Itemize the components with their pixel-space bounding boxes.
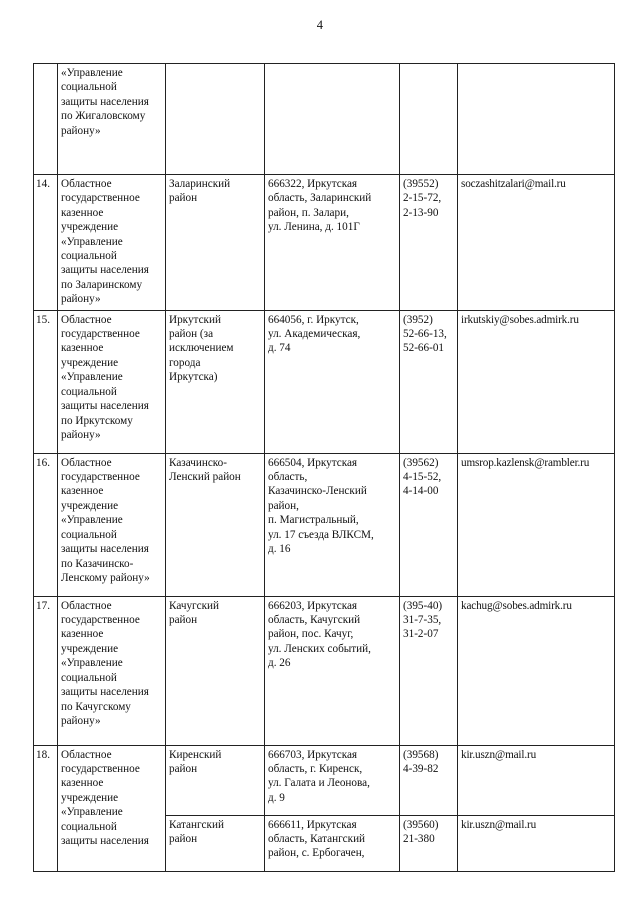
district (166, 745, 265, 815)
institution-name-line: району» (61, 124, 101, 137)
row-number-text: 16. (36, 456, 50, 469)
district-line: район (за (169, 328, 214, 341)
address-line: район, п. Залари, (268, 206, 349, 219)
phone-line: 21-380 (403, 833, 435, 846)
row-number (34, 453, 58, 596)
institutions-table (33, 63, 615, 872)
email (458, 175, 615, 311)
institution-name-line: Областное (61, 178, 112, 190)
phone-line: 2-15-72, (403, 192, 442, 205)
phone-line: (3952) (403, 313, 433, 326)
institution-name-line: Областное (61, 313, 112, 326)
institution-name-line: Областное (61, 748, 112, 761)
institution-name-line: «Управление (61, 67, 123, 79)
email-text: irkutskiy@sobes.admirk.ru (461, 313, 579, 326)
district (166, 815, 265, 871)
address-line: д. 74 (268, 342, 291, 355)
address-line: д. 9 (268, 791, 285, 804)
address (265, 453, 400, 596)
district (166, 175, 265, 311)
institution-name-line: Ленскому району» (61, 571, 150, 584)
district-line: Иркутска) (169, 371, 218, 384)
institution-name (58, 175, 166, 311)
district-line: Заларинский (169, 178, 231, 190)
institution-name (58, 745, 166, 871)
phone-line: (395-40) (403, 599, 443, 612)
phone-line: 31-7-35, (403, 614, 442, 627)
phone-line: (39562) (403, 456, 439, 469)
institution-name-line: защиты населения (61, 264, 149, 277)
address-line: 666504, Иркутская (268, 456, 358, 469)
district-line: район (169, 614, 198, 627)
phone-line: (39552) (403, 178, 439, 190)
address (265, 310, 400, 453)
table-row (34, 64, 615, 175)
email-text: kachug@sobes.admirk.ru (461, 599, 572, 612)
address (265, 745, 400, 815)
email-text: umsrop.kazlensk@rambler.ru (461, 456, 590, 469)
institution-name-line: социальной (61, 528, 117, 541)
institution-name-line: государственное (61, 614, 140, 627)
institution-name-line: защиты населения (61, 686, 149, 699)
phone (400, 310, 458, 453)
address-line: Казачинско-Ленский (268, 485, 367, 498)
institution-name-line: учреждение (61, 221, 119, 234)
phone (400, 175, 458, 311)
row-number (34, 64, 58, 175)
district-line: Катангский (169, 818, 224, 831)
institution-name-line: по Заларинскому (61, 278, 143, 291)
email (458, 453, 615, 596)
district-line: исключением (169, 342, 234, 355)
address-line: 664056, г. Иркутск, (268, 313, 359, 326)
institution-name-line: учреждение (61, 356, 119, 369)
row-number-text: 14. (36, 178, 50, 190)
address-line: область, Катангский (268, 833, 366, 846)
institution-name-line: по Качугскому (61, 700, 131, 713)
address-line: 666203, Иркутская (268, 599, 358, 612)
address-line: ул. Галата и Леонова, (268, 777, 370, 790)
institution-name-line: Областное (61, 599, 112, 612)
email (458, 745, 615, 815)
institution-name-line: казенное (61, 777, 104, 790)
institution-name-line: государственное (61, 763, 140, 776)
phone-line: 52-66-01 (403, 342, 445, 355)
table-row (34, 310, 615, 453)
institution-name-line: учреждение (61, 642, 119, 655)
phone (400, 453, 458, 596)
institution-name-line: «Управление (61, 806, 123, 819)
address-line: ул. Академическая, (268, 328, 361, 341)
institution-name-line: «Управление (61, 235, 123, 248)
institution-name-line: государственное (61, 471, 140, 484)
row-number (34, 175, 58, 311)
address-line: район, пос. Качуг, (268, 628, 354, 641)
address-line: ул. 17 съезда ВЛКСМ, (268, 528, 374, 541)
address-line: область, г. Киренск, (268, 763, 363, 776)
institution-name-line: «Управление (61, 371, 123, 384)
institution-name-line: по Казачинско- (61, 557, 134, 570)
phone-line: (39568) (403, 748, 439, 761)
address (265, 64, 400, 175)
district-line: города (169, 356, 201, 369)
institution-name-line: по Жигаловскому (61, 110, 146, 123)
email-text: kir.uszn@mail.ru (461, 818, 537, 831)
institution-name-line: защиты населения (61, 835, 149, 848)
institution-name-line: государственное (61, 192, 140, 205)
email (458, 64, 615, 175)
institution-name-line: защиты населения (61, 400, 149, 413)
institution-name-line: району» (61, 293, 101, 306)
phone-line: 52-66-13, (403, 328, 447, 341)
address-line: область, Заларинский (268, 192, 372, 205)
email-text: soczashitzalari@mail.ru (461, 178, 566, 190)
table-row (34, 745, 615, 815)
phone-line: 4-39-82 (403, 763, 439, 776)
institution-name-line: защиты населения (61, 543, 149, 556)
row-number (34, 745, 58, 871)
address-line: 666703, Иркутская (268, 748, 358, 761)
address-line: район, с. Ербогачен, (268, 847, 365, 860)
phone-line: 31-2-07 (403, 628, 439, 641)
institution-name-line: казенное (61, 628, 104, 641)
email (458, 310, 615, 453)
institution-name-line: защиты населения (61, 95, 149, 108)
table-row (34, 596, 615, 745)
district-line: Ленский район (169, 471, 241, 484)
phone (400, 745, 458, 815)
institution-name-line: казенное (61, 485, 104, 498)
district (166, 310, 265, 453)
institution-name-line: району» (61, 428, 101, 441)
institution-name-line: району» (61, 714, 101, 727)
institution-name (58, 64, 166, 175)
institution-name-line: учреждение (61, 499, 119, 512)
institution-name-line: социальной (61, 820, 117, 833)
page-number: 4 (316, 18, 324, 32)
email (458, 815, 615, 871)
address-line: п. Магистральный, (268, 514, 359, 527)
institution-name-line: казенное (61, 206, 104, 219)
row-number (34, 310, 58, 453)
institution-name-line: социальной (61, 385, 117, 398)
phone-line: 4-15-52, (403, 471, 442, 484)
phone (400, 815, 458, 871)
phone-line: 4-14-00 (403, 485, 439, 498)
district (166, 64, 265, 175)
institution-name-line: социальной (61, 250, 117, 263)
institution-name-line: «Управление (61, 657, 123, 670)
district-line: Казачинско- (169, 456, 227, 469)
address (265, 815, 400, 871)
address-line: д. 16 (268, 543, 291, 556)
district-line: район (169, 192, 198, 205)
row-number-text: 15. (36, 313, 50, 326)
institution-name-line: социальной (61, 671, 117, 684)
address-line: район, (268, 499, 299, 512)
email-text: kir.uszn@mail.ru (461, 748, 537, 761)
district (166, 596, 265, 745)
institution-name-line: Областное (61, 456, 112, 469)
phone-line: 2-13-90 (403, 206, 439, 219)
row-number-text: 17. (36, 599, 50, 612)
address-line: ул. Ленина, д. 101Г (268, 221, 360, 234)
address-line: 666611, Иркутская (268, 818, 357, 831)
address-line: область, (268, 471, 308, 484)
institution-name-line: социальной (61, 81, 117, 94)
institution-name (58, 453, 166, 596)
row-number-text: 18. (36, 748, 50, 761)
district (166, 453, 265, 596)
phone (400, 596, 458, 745)
institution-name-line: учреждение (61, 791, 119, 804)
institution-name-line: по Иркутскому (61, 414, 133, 427)
district-line: район (169, 833, 198, 846)
address (265, 175, 400, 311)
address-line: ул. Ленских событий, (268, 642, 371, 655)
district-line: Иркутский (169, 313, 221, 326)
institution-name (58, 596, 166, 745)
email (458, 596, 615, 745)
institution-name-line: государственное (61, 328, 140, 341)
address-line: 666322, Иркутская (268, 178, 358, 190)
address-line: область, Качугский (268, 614, 361, 627)
table-row (34, 175, 615, 311)
phone-line: (39560) (403, 818, 439, 831)
address-line: д. 26 (268, 657, 291, 670)
district-line: Киренский (169, 748, 222, 761)
table-row (34, 453, 615, 596)
district-line: Качугский (169, 599, 220, 612)
row-number (34, 596, 58, 745)
address (265, 596, 400, 745)
institution-name-line: «Управление (61, 514, 123, 527)
institution-name (58, 310, 166, 453)
district-line: район (169, 763, 198, 776)
institution-name-line: казенное (61, 342, 104, 355)
phone (400, 64, 458, 175)
